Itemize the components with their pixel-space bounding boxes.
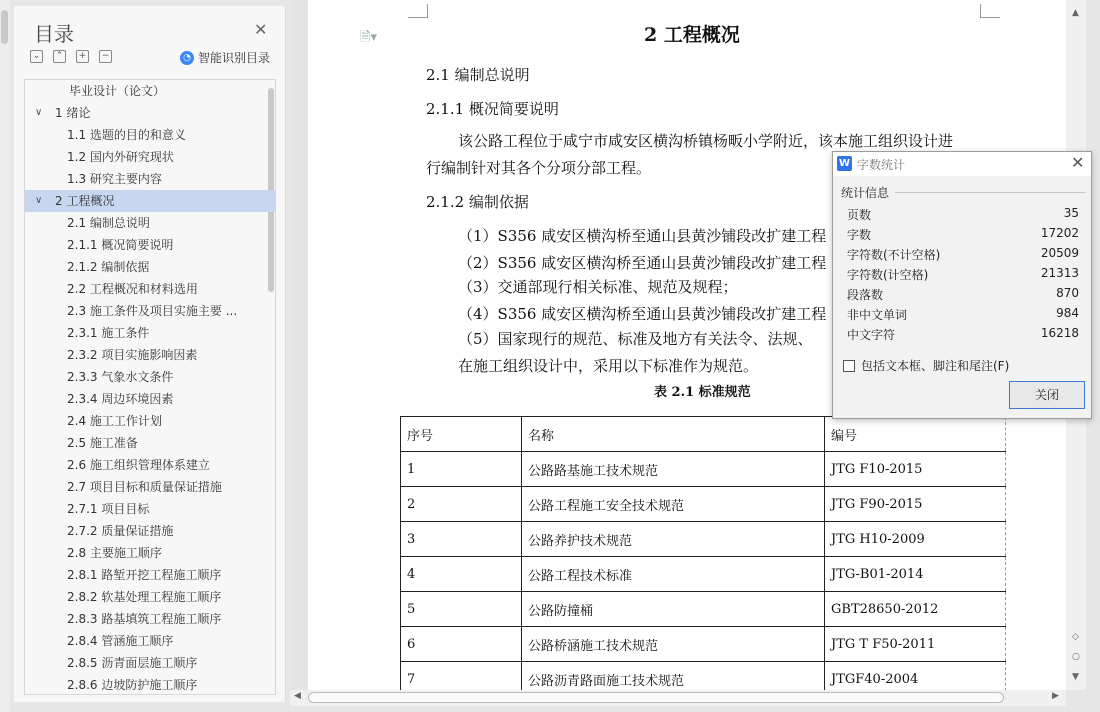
table-row [401,487,1006,522]
toc-item[interactable] [25,234,275,256]
toc-item-label: 2.5 施工准备 [67,436,138,450]
toc-item-label: 2.8.4 管涵施工顺序 [67,634,174,648]
stats-section-label: 统计信息 [841,186,890,200]
smart-toc-icon: ◔ [180,51,194,65]
table-cell: 序号 [401,417,522,452]
table-row [401,452,1006,487]
table-row [401,592,1006,627]
toc-item[interactable] [25,124,275,146]
checkbox-label: 包括文本框、脚注和尾注(F) [861,359,1010,373]
toc-item-label: 2.1.2 编制依据 [67,260,150,274]
toc-item-label: 2.6 施工组织管理体系建立 [67,458,210,472]
toc-item[interactable] [25,520,275,542]
table-caption: 表 2.1 标准规范 [654,385,751,400]
stat-row [847,224,1079,244]
toc-item-label: 1.3 研究主要内容 [67,172,162,186]
stat-label: 字符数(计空格) [847,268,929,282]
toc-item-label: 2.1.1 概况简要说明 [67,238,174,252]
toc-list [24,79,276,695]
stat-row [847,304,1079,324]
heading-2-1-1: 2.1.1 概况简要说明 [426,100,559,118]
toc-item[interactable] [25,256,275,278]
paragraph-line: 行编制针对其各个分项分部工程。 [426,159,652,177]
table-cell: 公路工程技术标准 [522,557,825,592]
toc-item[interactable] [25,146,275,168]
section-divider [895,192,1085,193]
document-format-icon[interactable]: 🗎▾ [360,30,377,45]
toc-panel [14,6,286,702]
stat-value: 17202 [1040,226,1079,240]
toc-item-label: 2.1 编制总说明 [67,216,150,230]
stat-label: 字符数(不计空格) [847,248,941,262]
table-row [401,522,1006,557]
stat-value: 20509 [1040,246,1079,260]
toc-item-label: 2.7.1 项目目标 [67,502,150,516]
include-textbox-checkbox[interactable] [843,357,1009,374]
stat-label: 中文字符 [847,328,896,342]
toc-item-label: 2.3.3 气象水文条件 [67,370,174,384]
toc-item[interactable] [25,410,275,432]
toc-item-label: 2.7.2 质量保证措施 [67,524,174,538]
smart-toc-label: 智能识别目录 [198,51,271,65]
toc-item-label: 2.8.3 路基填筑工程施工顺序 [67,612,222,626]
table-cell: JTG-B01-2014 [825,557,1006,592]
collapse-icon[interactable]: ⌄ [30,50,43,63]
table-row [401,557,1006,592]
toc-item[interactable] [25,168,275,190]
toc-item[interactable] [25,300,275,322]
toc-item[interactable] [25,652,275,674]
add-heading-icon[interactable]: + [76,50,89,63]
toc-item-label: 2.8.5 沥青面层施工顺序 [67,656,198,670]
toc-item-label: 1.2 国内外研究现状 [67,150,174,164]
heading-2-1: 2.1 编制总说明 [426,66,530,84]
document-horizontal-scrollbar[interactable] [290,690,1066,706]
basis-item: （5）国家现行的规范、标准及地方有关法令、法规、 [458,330,813,348]
table-cell: 公路工程施工安全技术规范 [522,487,825,522]
expand-icon[interactable]: ⌃ [53,50,66,63]
toc-close-icon[interactable]: ✕ [254,20,268,39]
table-cell: GBT28650-2012 [825,592,1006,627]
stat-label: 页数 [847,208,872,222]
toc-item-label: 2 工程概况 [55,194,115,208]
toc-toolbar [30,50,112,63]
toc-item-label: 1 绪论 [55,106,91,120]
table-cell: JTGF40-2004 [825,662,1006,697]
table-cell: 3 [401,522,522,557]
toc-item[interactable] [25,564,275,586]
stat-row [847,264,1079,284]
margin-corner-tl [408,4,428,18]
table-cell: 名称 [522,417,825,452]
toc-item[interactable] [25,322,275,344]
table-cell: JTG F10-2015 [825,452,1006,487]
toc-item-label: 2.3.1 施工条件 [67,326,150,340]
basis-item: 在施工组织设计中，采用以下标准作为规范。 [458,357,759,375]
toc-item-label: 毕业设计（论文） [69,84,166,98]
table-cell: 2 [401,487,522,522]
toc-item[interactable] [25,344,275,366]
table-cell: 公路桥涵施工技术规范 [522,627,825,662]
stat-value: 984 [1056,306,1079,320]
stat-label: 字数 [847,228,872,242]
table-cell: 公路沥青路面施工技术规范 [522,662,825,697]
table-cell: 公路养护技术规范 [522,522,825,557]
toc-item-label: 2.3.2 项目实施影响因素 [67,348,198,362]
toc-item-label: 2.3 施工条件及项目实施主要 ... [67,304,238,318]
toc-item[interactable] [25,476,275,498]
toc-item-label: 2.7 项目目标和质量保证措施 [67,480,222,494]
scroll-left-icon[interactable]: ◀ [294,691,301,701]
toc-item-label: 2.8 主要施工顺序 [67,546,162,560]
basis-item: （4）S356 咸安区横沟桥至通山县黄沙铺段改扩建工程 [458,305,827,323]
toc-item[interactable] [25,278,275,300]
toc-item[interactable] [25,498,275,520]
chapter-title: 2 工程概况 [644,24,740,46]
table-cell: 7 [401,662,522,697]
wps-logo-icon: W [838,158,851,169]
toc-item-label: 2.8.2 软基处理工程施工顺序 [67,590,222,604]
stat-value: 35 [1063,206,1079,220]
chevron-down-icon[interactable]: ∨ [35,195,43,206]
toc-item[interactable] [25,608,275,630]
paragraph-line: 该公路工程位于咸宁市咸安区横沟桥镇杨畈小学附近，该本施工组织设计进 [458,132,954,150]
prev-page-icon[interactable]: ◇ [1072,632,1079,642]
table-cell: 6 [401,627,522,662]
toc-item-label: 2.3.4 周边环境因素 [67,392,174,406]
stat-row [847,324,1079,344]
basis-item: （1）S356 咸安区横沟桥至通山县黄沙铺段改扩建工程 [458,227,827,245]
table-row [401,627,1006,662]
toc-item[interactable] [25,454,275,476]
toc-item[interactable] [25,102,275,124]
toc-title: 目录 [34,22,74,46]
margin-corner-tr [980,4,1000,18]
scroll-down-icon[interactable]: ▼ [1072,672,1079,682]
scroll-right-icon[interactable]: ▶ [1052,691,1059,701]
scroll-up-icon[interactable]: ▲ [1072,8,1079,18]
toc-item-label: 2.4 施工工作计划 [67,414,162,428]
table-cell: JTG F90-2015 [825,487,1006,522]
toc-item[interactable] [25,80,275,102]
toc-item[interactable] [25,630,275,652]
toc-item[interactable] [25,674,275,695]
stat-value: 21313 [1040,266,1079,280]
toc-item[interactable] [25,432,275,454]
toc-item[interactable] [25,212,275,234]
toc-item-label: 2.8.6 边坡防护施工顺序 [67,678,198,692]
table-cell: 公路路基施工技术规范 [522,452,825,487]
dialog-title: 字数统计 [857,158,906,172]
remove-heading-icon[interactable]: − [99,50,112,63]
table-cell: 编号 [825,417,1006,452]
toc-item-label: 1.1 选题的目的和意义 [67,128,186,142]
table-cell: 1 [401,452,522,487]
standards-table [400,416,1006,697]
stat-label: 非中文单词 [847,308,908,322]
checkbox-box[interactable] [843,360,855,372]
left-scrollbar[interactable] [0,0,10,712]
horizontal-scroll-thumb[interactable] [308,692,1004,703]
toc-item[interactable] [25,586,275,608]
stat-row [847,244,1079,264]
stat-value: 870 [1056,286,1079,300]
close-button[interactable]: 关闭 [1009,381,1085,409]
toc-item[interactable] [25,388,275,410]
table-row [401,417,1006,452]
stat-label: 段落数 [847,288,884,302]
stat-value: 16218 [1040,326,1079,340]
toc-item-label: 2.2 工程概况和材料选用 [67,282,198,296]
basis-item: （2）S356 咸安区横沟桥至通山县黄沙铺段改扩建工程 [458,254,827,272]
table-cell: JTG H10-2009 [825,522,1006,557]
chevron-down-icon[interactable]: ∨ [35,107,43,118]
basis-item: （3）交通部现行相关标准、规范及规程； [458,278,738,296]
toc-item[interactable] [25,542,275,564]
dialog-close-icon[interactable]: ✕ [1071,153,1085,172]
toc-item[interactable] [25,366,275,388]
toc-item[interactable] [25,190,275,212]
stat-row [847,284,1079,304]
table-cell: 公路防撞桶 [522,592,825,627]
table-cell: 5 [401,592,522,627]
toc-item-label: 2.8.1 路堑开挖工程施工顺序 [67,568,222,582]
dialog-titlebar[interactable] [833,152,1091,176]
heading-2-1-2: 2.1.2 编制依据 [426,193,529,211]
table-cell: JTG T F50-2011 [825,627,1006,662]
table-cell: 4 [401,557,522,592]
stat-row [847,204,1079,224]
left-scrollbar-thumb[interactable] [1,10,8,44]
word-count-dialog [832,151,1092,419]
smart-toc-button[interactable] [180,49,270,66]
select-browse-icon[interactable]: ○ [1072,652,1080,662]
